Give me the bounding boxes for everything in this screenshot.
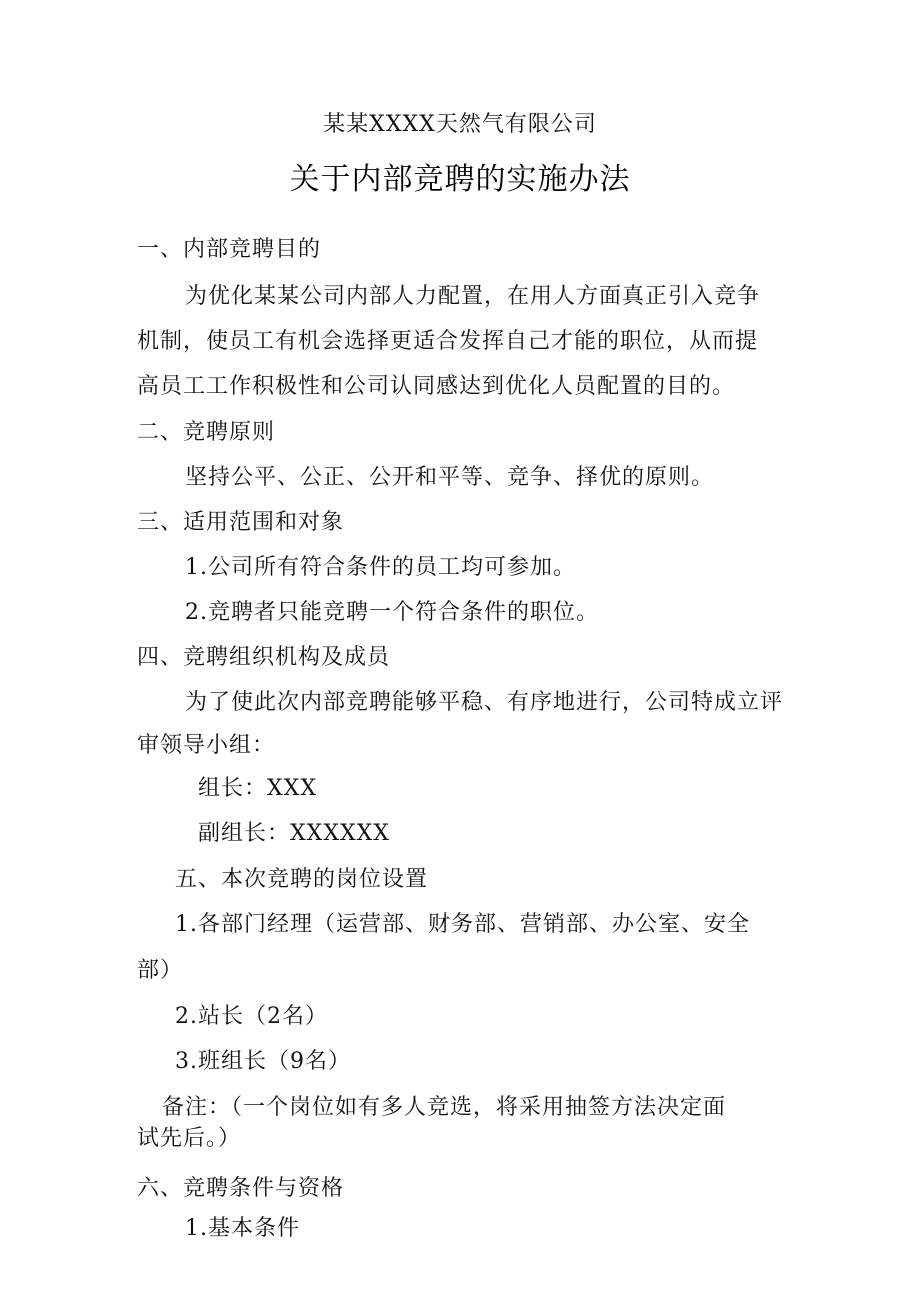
section-5-note: 试先后。） <box>137 1126 242 1151</box>
section-5-item: 1.各部门经理（运营部、财务部、营销部、办公室、安全 <box>175 912 750 937</box>
vice-group-leader: 副组长：XXXXXX <box>198 821 390 846</box>
section-1-heading: 一、内部竞聘目的 <box>137 237 322 262</box>
group-leader: 组长：XXX <box>198 776 317 801</box>
section-6-heading: 六、竞聘条件与资格 <box>137 1176 345 1201</box>
section-3-item: 1.公司所有符合条件的员工均可参加。 <box>185 555 576 580</box>
section-4-paragraph-line: 审领导小组： <box>137 733 276 758</box>
company-name: 某某XXXX天然气有限公司 <box>323 112 597 137</box>
section-4-paragraph-line: 为了使此次内部竞聘能够平稳、有序地进行，公司特成立评 <box>185 690 784 715</box>
section-5-item: 部） <box>137 958 184 983</box>
section-4-heading: 四、竞聘组织机构及成员 <box>137 645 391 670</box>
section-5-item: 3.班组长（9名） <box>175 1049 351 1074</box>
section-2-paragraph-line: 坚持公平、公正、公开和平等、竞争、择优的原则。 <box>185 465 715 490</box>
section-1-paragraph-line: 高员工工作积极性和公司认同感达到优化人员配置的目的。 <box>137 374 736 399</box>
section-5-item: 2.站长（2名） <box>175 1004 328 1029</box>
section-1-paragraph-line: 机制，使员工有机会选择更适合发挥自己才能的职位，从而提 <box>137 329 759 354</box>
section-6-item: 1.基本条件 <box>185 1216 300 1241</box>
document-title: 关于内部竞聘的实施办法 <box>289 162 631 197</box>
section-3-item: 2.竞聘者只能竞聘一个符合条件的职位。 <box>185 600 599 625</box>
section-2-heading: 二、竞聘原则 <box>137 420 276 445</box>
section-1-paragraph-line: 为优化某某公司内部人力配置，在用人方面真正引入竞争 <box>185 284 761 309</box>
section-5-heading: 五、本次竞聘的岗位设置 <box>175 867 429 892</box>
section-5-note: 备注：（一个岗位如有多人竞选，将采用抽签方法决定面 <box>162 1095 727 1120</box>
section-3-heading: 三、适用范围和对象 <box>137 510 345 535</box>
